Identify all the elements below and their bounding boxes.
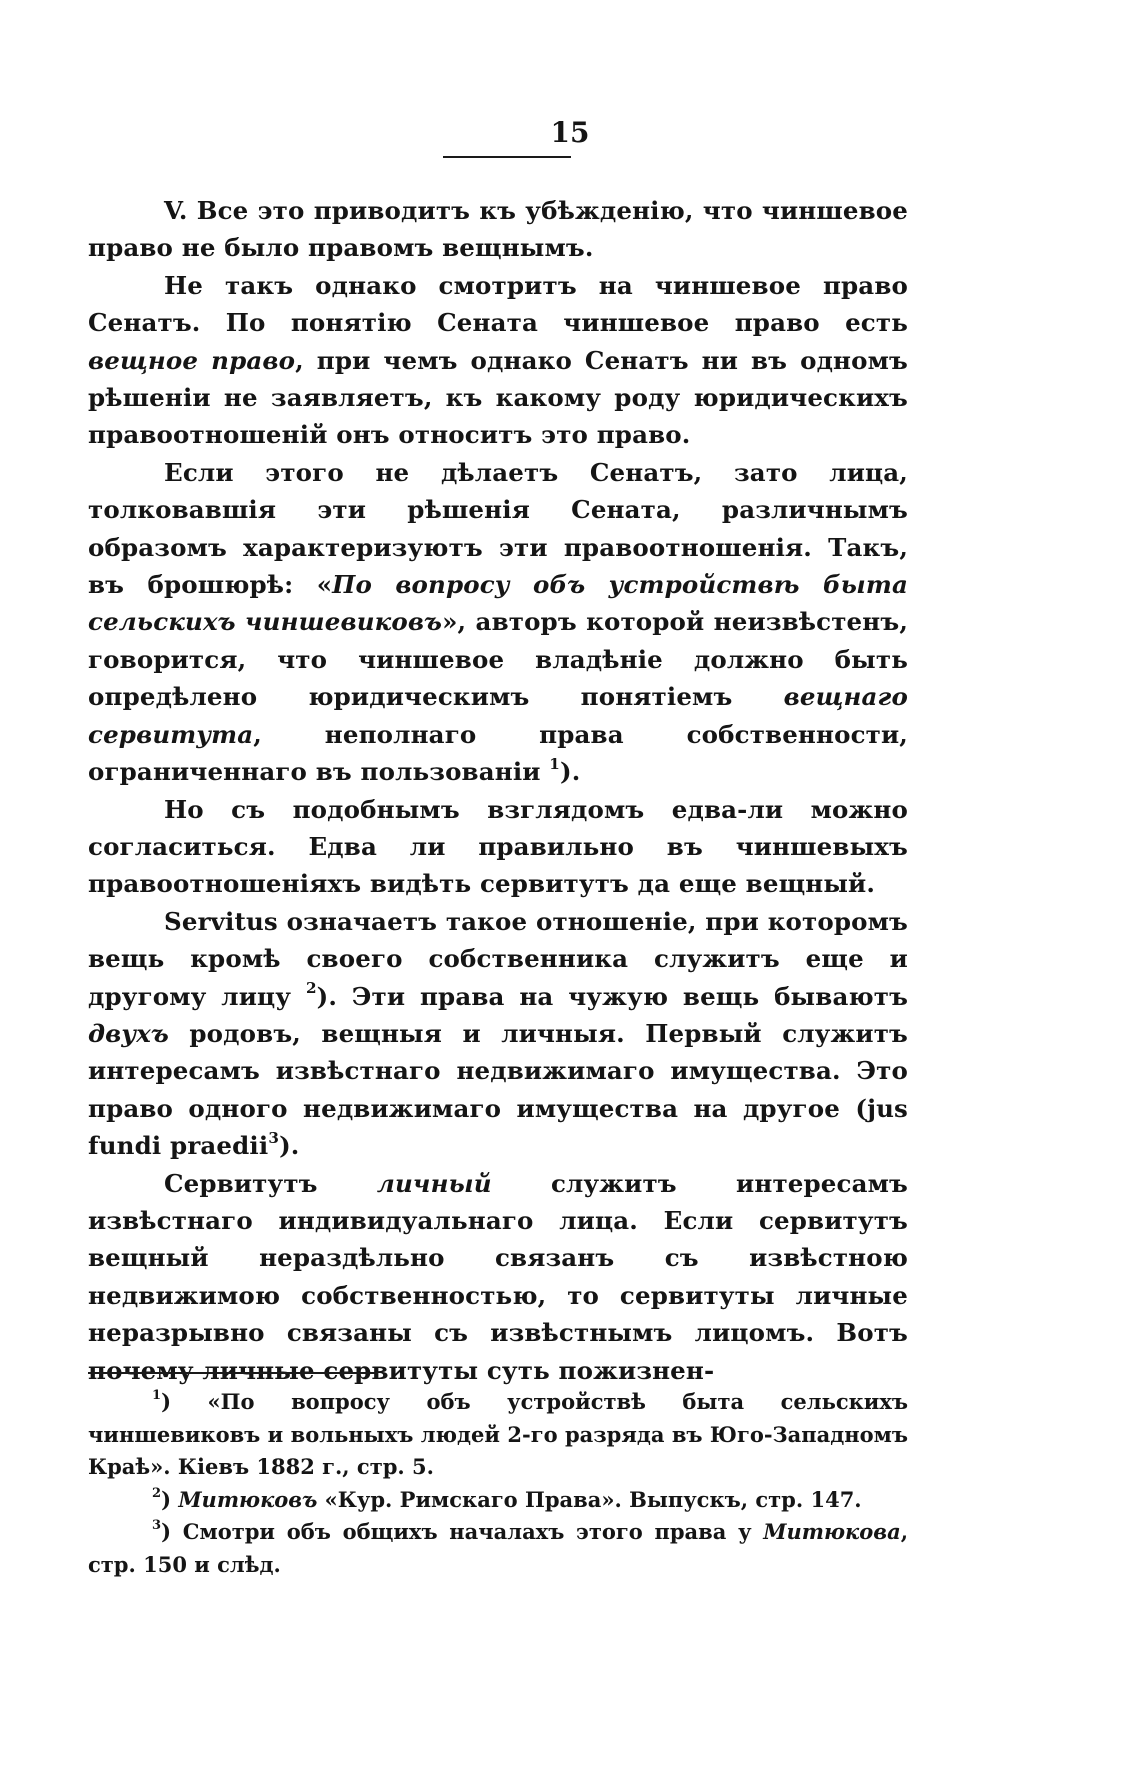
paragraph-5-text-b: ). Эти права на чужую вещь бываютъ [316,981,909,1011]
paragraph-6-text-b: служитъ интересамъ извѣстнаго индивидуальнаго лица. Если сервитутъ вещный нераздѣльно связанъ съ извѣстною недвижимою собственностью, то сервитуты личные неразрывно связаны съ извѣстнымъ лицомъ. Вотъ почему личные сервитуты суть пожизнен- [88,1168,908,1385]
footnote-1-mark: 1 [152,1388,162,1404]
paragraph-3-text-c: , неполнаго права собственности, ограниченнаго въ пользованіи [88,719,908,787]
footnote-ref-3[interactable]: 3 [268,1128,280,1147]
footnote-1 [88,1386,908,1484]
footnote-divider [88,1372,378,1374]
paragraph-4-text: Но съ подобнымъ взглядомъ едва-ли можно согласиться. Едва ли правильно въ чиншевыхъ правоотношеніяхъ видѣть сервитутъ да еще вещный. [88,794,908,899]
paragraph-2-text-b: , при чемъ однако Сенатъ ни въ одномъ рѣшеніи не заявляетъ, къ какому роду юридическихъ правоотношеній онъ относитъ это право. [88,345,908,450]
page-number: 15 [550,116,590,149]
paragraph-6-text-a: Сервитутъ [164,1168,377,1198]
paragraph-2-italic-1: вещное право [88,345,296,375]
paragraph-3 [88,454,908,791]
paragraph-3-italic-2: вещнаго сервитута [88,682,908,749]
body-text [88,192,908,1389]
paragraph-3-text-a: Если этого не дѣлаетъ Сенатъ, зато лица, толковавшія эти рѣшенія Сената, различнымъ образомъ характеризуютъ эти правоотношенія. Такъ, въ брошюрѣ: « [88,457,908,600]
footnote-2 [88,1484,908,1517]
paragraph-2-text-a: Не такъ однако смотритъ на чиншевое право Сенатъ. По понятію Сената чиншевое право есть [88,270,908,338]
footnote-3-text-a: ) Смотри объ общихъ началахъ этого права у [161,1519,764,1544]
page-number-rule [443,156,571,158]
paragraph-5-text-a: Servitus означаетъ такое отношеніе, при которомъ вещь кромѣ своего собственника служитъ еще и другому лицу [88,906,908,1011]
footnote-1-text: ) «По вопросу объ устройствѣ быта сельскихъ чиншевиковъ и вольныхъ людей 2-го разряда въ Юго-Западномъ Краѣ». Кіевъ 1882 г., стр. 5. [88,1389,908,1479]
paragraph-6 [88,1165,908,1389]
footnote-3-text-b: , стр. 150 и слѣд. [88,1519,908,1577]
paragraph-1 [88,192,908,267]
footnotes [88,1386,908,1581]
footnote-2-mark: 2 [152,1485,162,1501]
paragraph-1-text: V. Все это приводитъ къ убѣжденію, что чиншевое право не было правомъ вещнымъ. [88,196,908,263]
paragraph-5 [88,903,908,1165]
paragraph-3-text-b: », авторъ которой неизвѣстенъ, говорится, что чиншевое владѣніе должно быть опредѣлено юридическимъ понятіемъ [88,607,908,712]
footnote-3-italic-1: Митюкова [763,1519,901,1544]
paragraph-6-italic-1: личный [376,1168,492,1198]
footnote-2-text-a: ) [161,1486,179,1512]
paragraph-3-text-d: ). [560,757,581,787]
footnote-3 [88,1516,908,1581]
paragraph-3-italic-1: По вопросу объ устройствѣ быта сельскихъ чиншевиковъ [88,570,908,637]
paragraph-5-text-c: родовъ, вещныя и личныя. Первый служитъ интересамъ извѣстнаго недвижимаго имущества. Это право одного недвижимаго имущества на другое (jus fundi praedii [88,1018,908,1161]
paragraph-4 [88,791,908,903]
paragraph-5-text-d: ). [279,1131,300,1161]
paragraph-5-italic-1: двухъ [88,1018,169,1048]
paragraph-2 [88,267,908,454]
footnote-ref-1[interactable]: 1 [549,754,561,773]
footnote-3-mark: 3 [152,1518,162,1534]
footnote-ref-2[interactable]: 2 [305,979,317,998]
footnote-2-italic-1: Митюковъ [178,1486,318,1512]
footnote-2-text-b: «Кур. Римскаго Права». Выпускъ, стр. 147. [317,1486,862,1512]
